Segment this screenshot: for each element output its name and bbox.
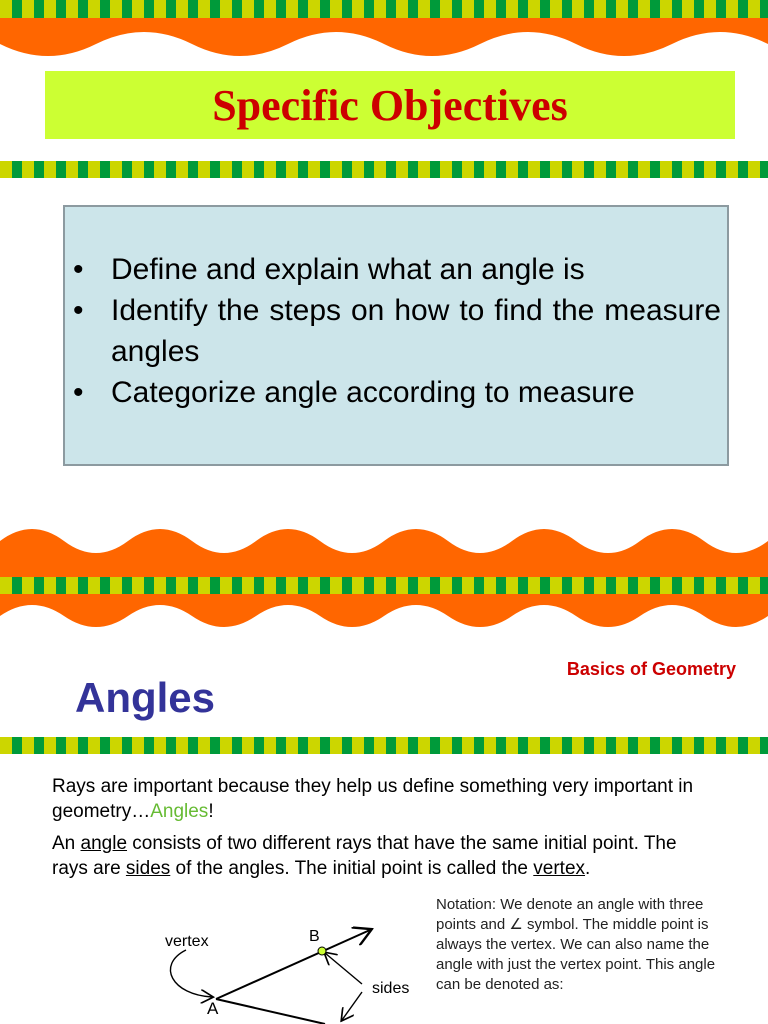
- notation-text: Notation: We denote an angle with three points and ∠ symbol. The middle point is always the vertex. We can also name the angle with just the vertex point. This angle can be denoted as:: [436, 896, 716, 993]
- vertex-label: vertex: [165, 933, 209, 950]
- sides-pointer-arrow-2: [342, 992, 362, 1020]
- definition-text: of the angles. The initial point is called the: [170, 858, 534, 879]
- bottom-orange-wave-1: [0, 513, 768, 577]
- title-banner: [45, 71, 735, 139]
- vertex-pointer-arrow: [170, 950, 212, 997]
- point-b-label: B: [309, 928, 320, 945]
- sides-pointer-arrow: [325, 953, 362, 984]
- definition-end: .: [585, 858, 591, 879]
- objective-item: • Identify the steps on how to find the measure angles: [73, 290, 721, 372]
- sides-term: sides: [125, 858, 171, 879]
- slide-title: Specific Objectives: [212, 80, 568, 130]
- top-stripe: [0, 0, 768, 18]
- objective-item: • Categorize angle according to measure: [73, 372, 721, 413]
- title-under-stripe: [0, 161, 768, 178]
- ray-ac: [216, 999, 325, 1024]
- sides-label: sides: [372, 980, 410, 997]
- top-orange-wave-2: [0, 594, 768, 642]
- point-b: [318, 947, 326, 955]
- intro-text: Rays are important because they help us define something very important in geometry…: [52, 776, 694, 822]
- vertex-term: vertex: [533, 858, 586, 879]
- divider-stripe: [0, 577, 768, 594]
- objectives-list: [73, 249, 721, 413]
- angles-highlight: Angles: [150, 801, 209, 822]
- intro-paragraph: [52, 774, 712, 824]
- angles-under-stripe: [0, 737, 768, 754]
- definition-paragraph: [52, 831, 712, 881]
- subject-label: Basics of Geometry: [566, 659, 736, 679]
- angles-title: Angles: [75, 674, 216, 721]
- objective-item: • Define and explain what an angle is: [73, 249, 721, 290]
- angle-term: angle: [80, 833, 128, 854]
- intro-end: !: [208, 801, 214, 822]
- objectives-box: [63, 205, 729, 466]
- definition-text: An: [52, 833, 81, 854]
- definition-text: consists of two different rays that have the same initial point. The rays are: [52, 833, 677, 879]
- ray-ab: [216, 930, 370, 999]
- top-orange-wave: [0, 18, 768, 68]
- point-a-label: A: [207, 999, 219, 1018]
